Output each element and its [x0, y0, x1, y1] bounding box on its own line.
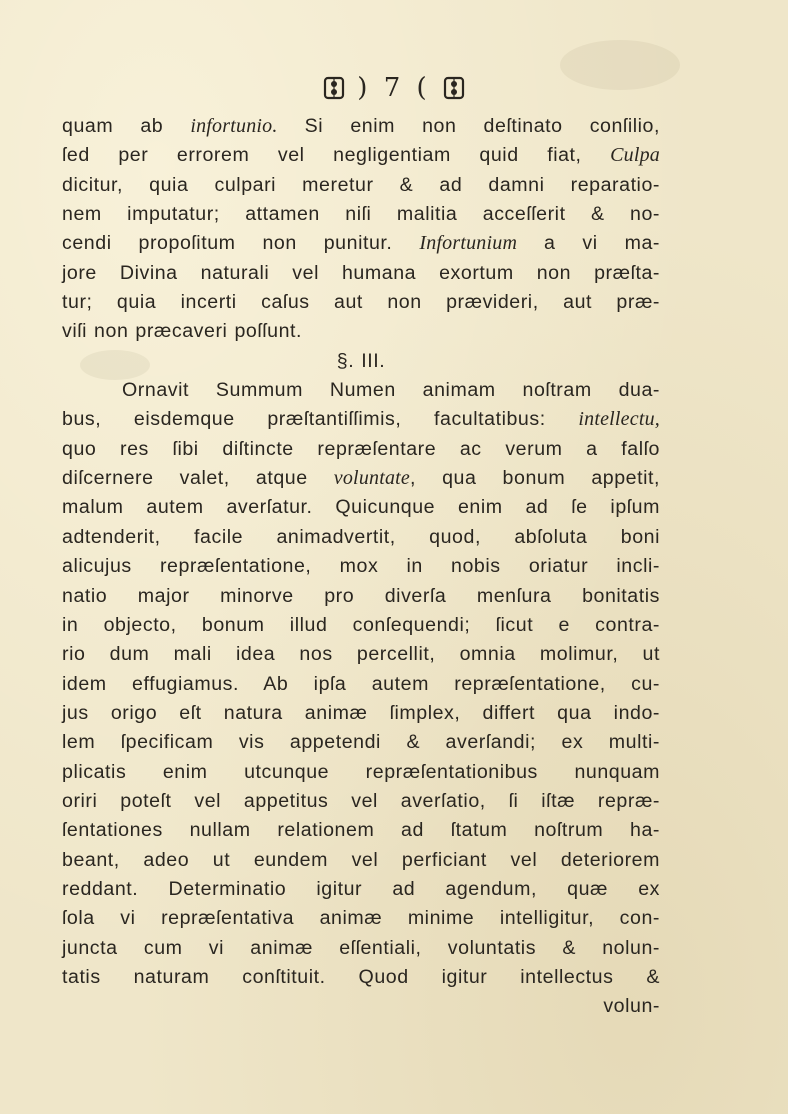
text-line: malum autem averſatur. Quicunque enim ad ſe ipſum	[62, 496, 660, 519]
italic-term: infortunio.	[190, 115, 278, 137]
header-right-paren: (	[416, 73, 431, 103]
text-line: ſola vi repræſentativa animæ minime intelligitur, con-	[62, 907, 660, 930]
text-line: reddant. Determinatio igitur ad agendum, quæ ex	[62, 877, 660, 900]
text-line: tur; quia incerti caſus aut non prævideri, aut præ-	[62, 291, 660, 314]
italic-term: Culpa	[610, 144, 660, 167]
text-line: juncta cum vi animæ eſſentiali, voluntatis & nolun-	[62, 936, 660, 959]
italic-term: Infortunium	[419, 232, 518, 255]
text-line: alicujus repræſentatione, mox in nobis oriatur incli-	[62, 555, 660, 578]
header-left-paren: )	[357, 73, 372, 103]
text-line: nem imputatur; attamen niſi malitia acceſſerit & no-	[62, 203, 660, 226]
text-line: ſentationes nullam relationem ad ſtatum noſtrum ha-	[62, 819, 660, 842]
catchword: volun-	[603, 995, 660, 1018]
page-header	[0, 70, 788, 105]
text-line: jus origo eſt natura animæ ſimplex, differt qua indo-	[62, 701, 660, 724]
text-line: adtenderit, facile animadvertit, quod, abſoluta boni	[62, 525, 660, 548]
text-line: in objecto, bonum illud conſequendi; ſicut e contra-	[62, 613, 660, 636]
text-line: tatis naturam conſtituit. Quod igitur intellectus &	[62, 965, 660, 988]
text-line: jore Divina naturali vel humana exortum non præſta-	[62, 261, 660, 284]
text-line: rio dum mali idea nos percellit, omnia molimur, ut	[62, 643, 660, 666]
section-heading: §. III.	[336, 349, 386, 372]
text-line: ſed per errorem vel negligentiam quid fiat, Culpa	[62, 144, 660, 167]
fleuron-left-icon	[323, 76, 345, 100]
text-line: bus, eisdemque præſtantiſſimis, facultatibus: intellectu,	[62, 408, 660, 431]
text-line: diſcernere valet, atque voluntate, qua bonum appetit,	[62, 467, 661, 490]
text-line: oriri poteſt vel appetitus vel averſatio, ſi iſtæ repræ-	[62, 789, 660, 812]
italic-term: intellectu,	[578, 408, 660, 431]
fleuron-right-icon	[443, 76, 465, 100]
italic-term: voluntate	[333, 467, 411, 490]
text-line: beant, adeo ut eundem vel perficiant vel deteriorem	[62, 848, 660, 871]
text-line: plicatis enim utcunque repræſentationibus nunquam	[62, 760, 660, 783]
text-line: idem effugiamus. Ab ipſa autem repræſentatione, cu-	[62, 672, 660, 695]
body-text	[62, 112, 660, 1022]
text-line: viſi non præcaveri poſſunt.	[62, 320, 303, 343]
text-line: natio major minorve pro diverſa menſura bonitatis	[62, 584, 660, 607]
text-line: cendi propoſitum non punitur. Infortunium a vi ma-	[62, 232, 661, 255]
text-line: Ornavit Summum Numen animam noſtram dua-	[122, 379, 660, 402]
text-line: dicitur, quia culpari meretur & ad damni reparatio-	[62, 173, 660, 196]
text-line: lem ſpecificam vis appetendi & averſandi; ex multi-	[62, 731, 660, 754]
text-line: quam ab infortunio. Si enim non deſtinato conſilio,	[62, 115, 660, 137]
text-line: quo res ſibi diſtincte repræſentare ac verum a falſo	[62, 437, 660, 460]
page-number: 7	[383, 73, 405, 103]
